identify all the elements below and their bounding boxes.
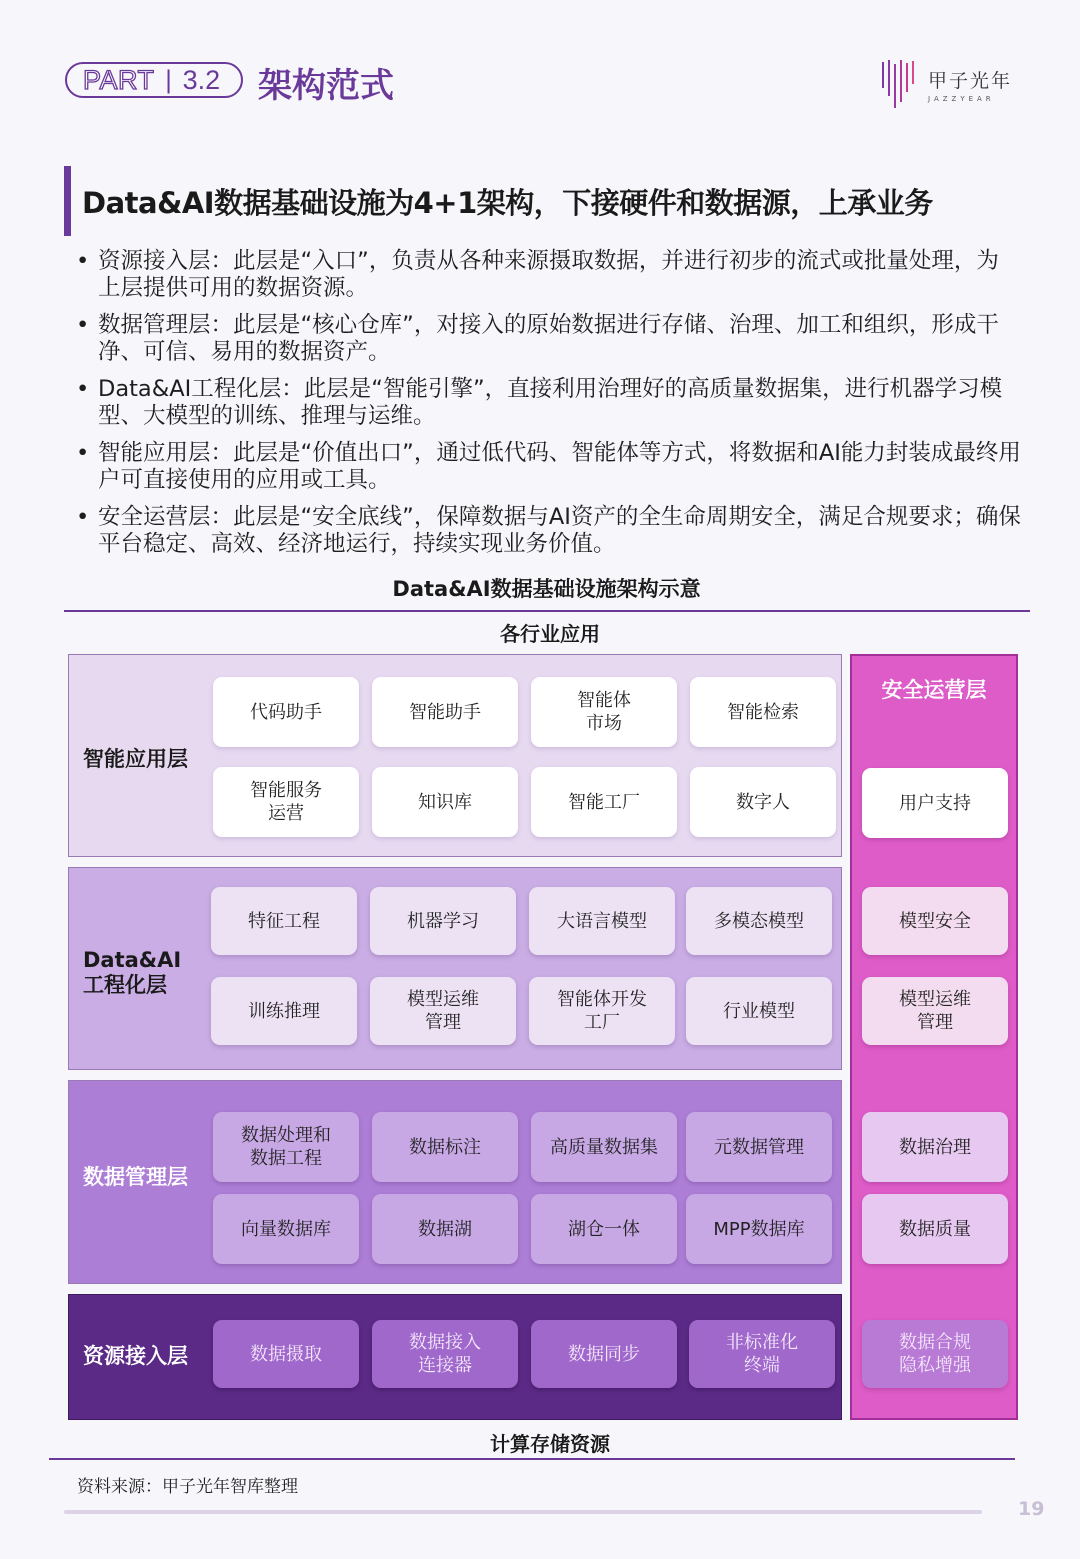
tile-data-governance: 数据治理 [862,1112,1008,1182]
tile-machine-learning: 机器学习 [370,887,516,955]
tile-smart-search: 智能检索 [690,677,836,747]
tile-multimodal-model: 多模态模型 [686,887,832,955]
layer-label: 数据管理层 [83,1165,188,1189]
tile-model-ops-security: 模型运维 管理 [862,977,1008,1045]
tile-smart-assistant: 智能助手 [372,677,518,747]
tile-hq-dataset: 高质量数据集 [531,1112,677,1182]
tile-digital-human: 数字人 [690,767,836,837]
bullet-item: • 资源接入层：此层是“入口”，负责从各种来源摄取数据，并进行初步的流式或批量处理，为上层提供可用的数据资源。 [76,248,1021,302]
page-headline: Data&AI数据基础设施为4+1架构，下接硬件和数据源，上承业务 [82,186,933,220]
tile-metadata-mgmt: 元数据管理 [686,1112,832,1182]
logo-mark-icon [880,58,918,110]
tile-data-ingestion: 数据摄取 [213,1320,359,1388]
diagram-top-rule [64,610,1030,612]
bullet-item: • 安全运营层：此层是“安全底线”，保障数据与AI资产的全生命周期安全，满足合规要求；确保平台稳定、高效、经济地运行，持续实现业务价值。 [76,504,1021,558]
brand-logo [880,58,1012,110]
diagram-bottom-rule [49,1458,1015,1460]
section-title: 架构范式 [258,66,394,106]
tile-llm: 大语言模型 [529,887,675,955]
security-layer-title: 安全运营层 [881,678,987,702]
tile-smart-factory: 智能工厂 [531,767,677,837]
page-number: 19 [1018,1498,1045,1520]
tile-mpp-db: MPP数据库 [686,1194,832,1264]
part-divider: | [164,66,173,94]
part-label: PART [83,64,155,95]
logo-text-cn: 甲子光年 [928,69,1013,92]
tile-feature-engineering: 特征工程 [211,887,357,955]
footer-rule [64,1510,982,1514]
bullet-list [76,248,1021,568]
tile-nonstandard-terminal: 非标准化 终端 [689,1320,835,1388]
tile-data-connector: 数据接入 连接器 [372,1320,518,1388]
tile-smart-service-ops: 智能服务 运营 [213,767,359,837]
tile-data-quality: 数据质量 [862,1194,1008,1264]
layer-label: 资源接入层 [83,1344,188,1368]
tile-agent-market: 智能体 市场 [531,677,677,747]
tile-data-lake: 数据湖 [372,1194,518,1264]
headline-accent-bar [64,166,71,236]
tile-lakehouse: 湖仓一体 [531,1194,677,1264]
bullet-item: • Data&AI工程化层：此层是“智能引擎”，直接利用治理好的高质量数据集，进行机器学习模型、大模型的训练、推理与运维。 [76,376,1021,430]
layer-label: Data&AI 工程化层 [83,948,182,997]
layer-label: 智能应用层 [83,747,188,771]
tile-vector-db: 向量数据库 [213,1194,359,1264]
diagram-top-label: 各行业应用 [500,622,600,646]
tile-data-labeling: 数据标注 [372,1112,518,1182]
tile-model-ops: 模型运维 管理 [370,977,516,1045]
tile-data-sync: 数据同步 [531,1320,677,1388]
bullet-item: • 智能应用层：此层是“价值出口”，通过低代码、智能体等方式，将数据和AI能力封装成最终用户可直接使用的应用或工具。 [76,440,1021,494]
tile-knowledge-base: 知识库 [372,767,518,837]
logo-text-en: JAZZYEAR [928,94,995,103]
tile-training-inference: 训练推理 [211,977,357,1045]
tile-user-support: 用户支持 [862,768,1008,838]
bullet-item: • 数据管理层：此层是“核心仓库”，对接入的原始数据进行存储、治理、加工和组织，形成干净、可信、易用的数据资产。 [76,312,1021,366]
diagram-title: Data&AI数据基础设施架构示意 [392,577,701,601]
tile-data-processing: 数据处理和 数据工程 [213,1112,359,1182]
tile-agent-dev-factory: 智能体开发 工厂 [529,977,675,1045]
tile-model-security: 模型安全 [862,887,1008,955]
tile-code-assistant: 代码助手 [213,677,359,747]
part-badge [65,62,243,98]
part-number: 3.2 [182,64,221,95]
tile-compliance-privacy: 数据合规 隐私增强 [862,1320,1008,1388]
source-note: 资料来源：甲子光年智库整理 [77,1477,298,1497]
tile-industry-model: 行业模型 [686,977,832,1045]
diagram-bottom-label: 计算存储资源 [490,1432,610,1456]
